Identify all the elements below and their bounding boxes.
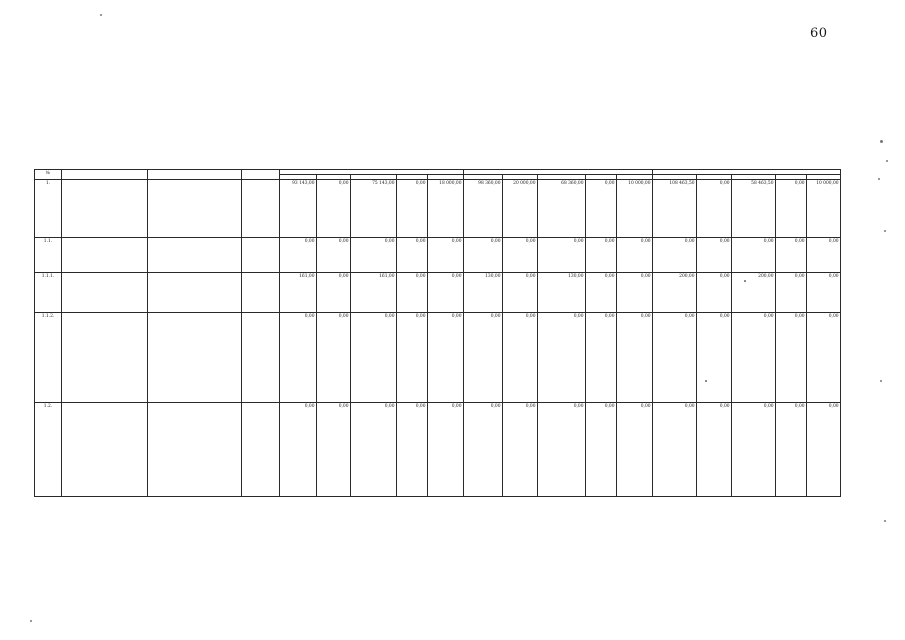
row-amount: 0,00 <box>807 402 841 496</box>
row-amount: 130,00 <box>538 272 586 312</box>
header-no: № <box>35 170 62 180</box>
scan-speck <box>705 380 707 382</box>
row-amount: 0,00 <box>503 272 538 312</box>
row-amount: 200,00 <box>653 272 697 312</box>
row-amount: 0,00 <box>776 272 807 312</box>
row-amount: 0,00 <box>776 402 807 496</box>
row-amount: 0,00 <box>464 237 503 272</box>
row-amount: 0,00 <box>617 402 653 496</box>
row-amount: 200,00 <box>732 272 776 312</box>
row-amount: 161,00 <box>280 272 317 312</box>
row-amount: 0,00 <box>538 237 586 272</box>
scan-speck <box>878 178 880 180</box>
scan-speck <box>30 620 32 622</box>
row-amount: 0,00 <box>732 402 776 496</box>
row-amount: 0,00 <box>617 272 653 312</box>
row-amount: 0,00 <box>538 402 586 496</box>
row-amount: 0,00 <box>428 312 464 402</box>
scan-speck <box>880 140 883 143</box>
row-amount: 0,00 <box>697 272 732 312</box>
row-term <box>242 312 280 402</box>
row-amount: 0,00 <box>397 312 428 402</box>
row-amount: 0,00 <box>538 312 586 402</box>
scan-speck <box>884 520 886 522</box>
row-amount: 0,00 <box>776 179 807 237</box>
row-amount: 58 463,50 <box>732 179 776 237</box>
table-row <box>35 402 841 496</box>
row-term <box>242 402 280 496</box>
row-amount: 0,00 <box>317 237 351 272</box>
header-responsible <box>148 170 242 180</box>
scan-speck <box>886 160 888 162</box>
row-amount: 0,00 <box>807 237 841 272</box>
row-amount: 10 000,00 <box>807 179 841 237</box>
row-index: 1.2. <box>35 402 62 496</box>
row-amount: 161,00 <box>351 272 397 312</box>
row-amount: 0,00 <box>697 402 732 496</box>
row-amount: 0,00 <box>586 179 617 237</box>
row-amount: 0,00 <box>776 237 807 272</box>
row-name <box>62 402 148 496</box>
scan-speck <box>884 230 886 232</box>
row-amount: 10 000,00 <box>617 179 653 237</box>
row-amount: 0,00 <box>697 179 732 237</box>
row-amount: 0,00 <box>503 237 538 272</box>
row-amount: 68 360,00 <box>538 179 586 237</box>
row-amount: 0,00 <box>428 402 464 496</box>
row-amount: 0,00 <box>397 179 428 237</box>
row-amount: 0,00 <box>351 312 397 402</box>
row-amount: 0,00 <box>351 402 397 496</box>
row-amount: 0,00 <box>776 312 807 402</box>
table-row <box>35 237 841 272</box>
row-index: 1.1.2. <box>35 312 62 402</box>
header-term <box>242 170 280 180</box>
row-name <box>62 272 148 312</box>
plan-table <box>34 169 841 497</box>
row-amount: 0,00 <box>317 402 351 496</box>
scan-speck <box>100 14 102 16</box>
row-name <box>62 179 148 237</box>
row-amount: 0,00 <box>732 312 776 402</box>
row-amount: 18 000,00 <box>428 179 464 237</box>
row-amount: 0,00 <box>697 237 732 272</box>
row-amount: 0,00 <box>653 402 697 496</box>
row-amount: 0,00 <box>397 237 428 272</box>
row-amount: 0,00 <box>653 237 697 272</box>
row-amount: 108 463,50 <box>653 179 697 237</box>
row-responsible <box>148 402 242 496</box>
row-amount: 0,00 <box>617 237 653 272</box>
row-name <box>62 237 148 272</box>
table-row <box>35 312 841 402</box>
header-name <box>62 170 148 180</box>
row-responsible <box>148 312 242 402</box>
row-term <box>242 237 280 272</box>
row-amount: 0,00 <box>351 237 397 272</box>
row-name <box>62 312 148 402</box>
row-responsible <box>148 237 242 272</box>
row-amount: 0,00 <box>586 272 617 312</box>
table-row <box>35 272 841 312</box>
row-responsible <box>148 272 242 312</box>
row-amount: 0,00 <box>280 312 317 402</box>
row-index: 1.1. <box>35 237 62 272</box>
row-amount: 0,00 <box>397 402 428 496</box>
row-amount: 0,00 <box>428 237 464 272</box>
row-amount: 0,00 <box>317 272 351 312</box>
row-amount: 0,00 <box>317 179 351 237</box>
row-amount: 0,00 <box>428 272 464 312</box>
row-amount: 93 143,00 <box>280 179 317 237</box>
row-amount: 0,00 <box>617 312 653 402</box>
row-index: 1. <box>35 179 62 237</box>
row-amount: 0,00 <box>280 402 317 496</box>
table-row <box>35 179 841 237</box>
row-term <box>242 179 280 237</box>
row-amount: 0,00 <box>464 312 503 402</box>
row-amount: 98 360,00 <box>464 179 503 237</box>
row-amount: 0,00 <box>653 312 697 402</box>
row-responsible <box>148 179 242 237</box>
row-amount: 0,00 <box>807 312 841 402</box>
row-amount: 0,00 <box>280 237 317 272</box>
row-amount: 0,00 <box>807 272 841 312</box>
row-amount: 75 143,00 <box>351 179 397 237</box>
row-amount: 0,00 <box>464 402 503 496</box>
row-index: 1.1.1. <box>35 272 62 312</box>
row-amount: 0,00 <box>586 237 617 272</box>
row-term <box>242 272 280 312</box>
row-amount: 20 000,00 <box>503 179 538 237</box>
row-amount: 0,00 <box>503 312 538 402</box>
table-header <box>35 170 841 180</box>
row-amount: 0,00 <box>586 402 617 496</box>
row-amount: 0,00 <box>503 402 538 496</box>
table-body <box>35 179 841 496</box>
row-amount: 0,00 <box>697 312 732 402</box>
row-amount: 0,00 <box>586 312 617 402</box>
row-amount: 0,00 <box>397 272 428 312</box>
page-number: 60 <box>810 26 828 41</box>
row-amount: 0,00 <box>317 312 351 402</box>
scan-speck <box>880 380 882 382</box>
row-amount: 0,00 <box>732 237 776 272</box>
scan-speck <box>744 280 746 282</box>
row-amount: 130,00 <box>464 272 503 312</box>
